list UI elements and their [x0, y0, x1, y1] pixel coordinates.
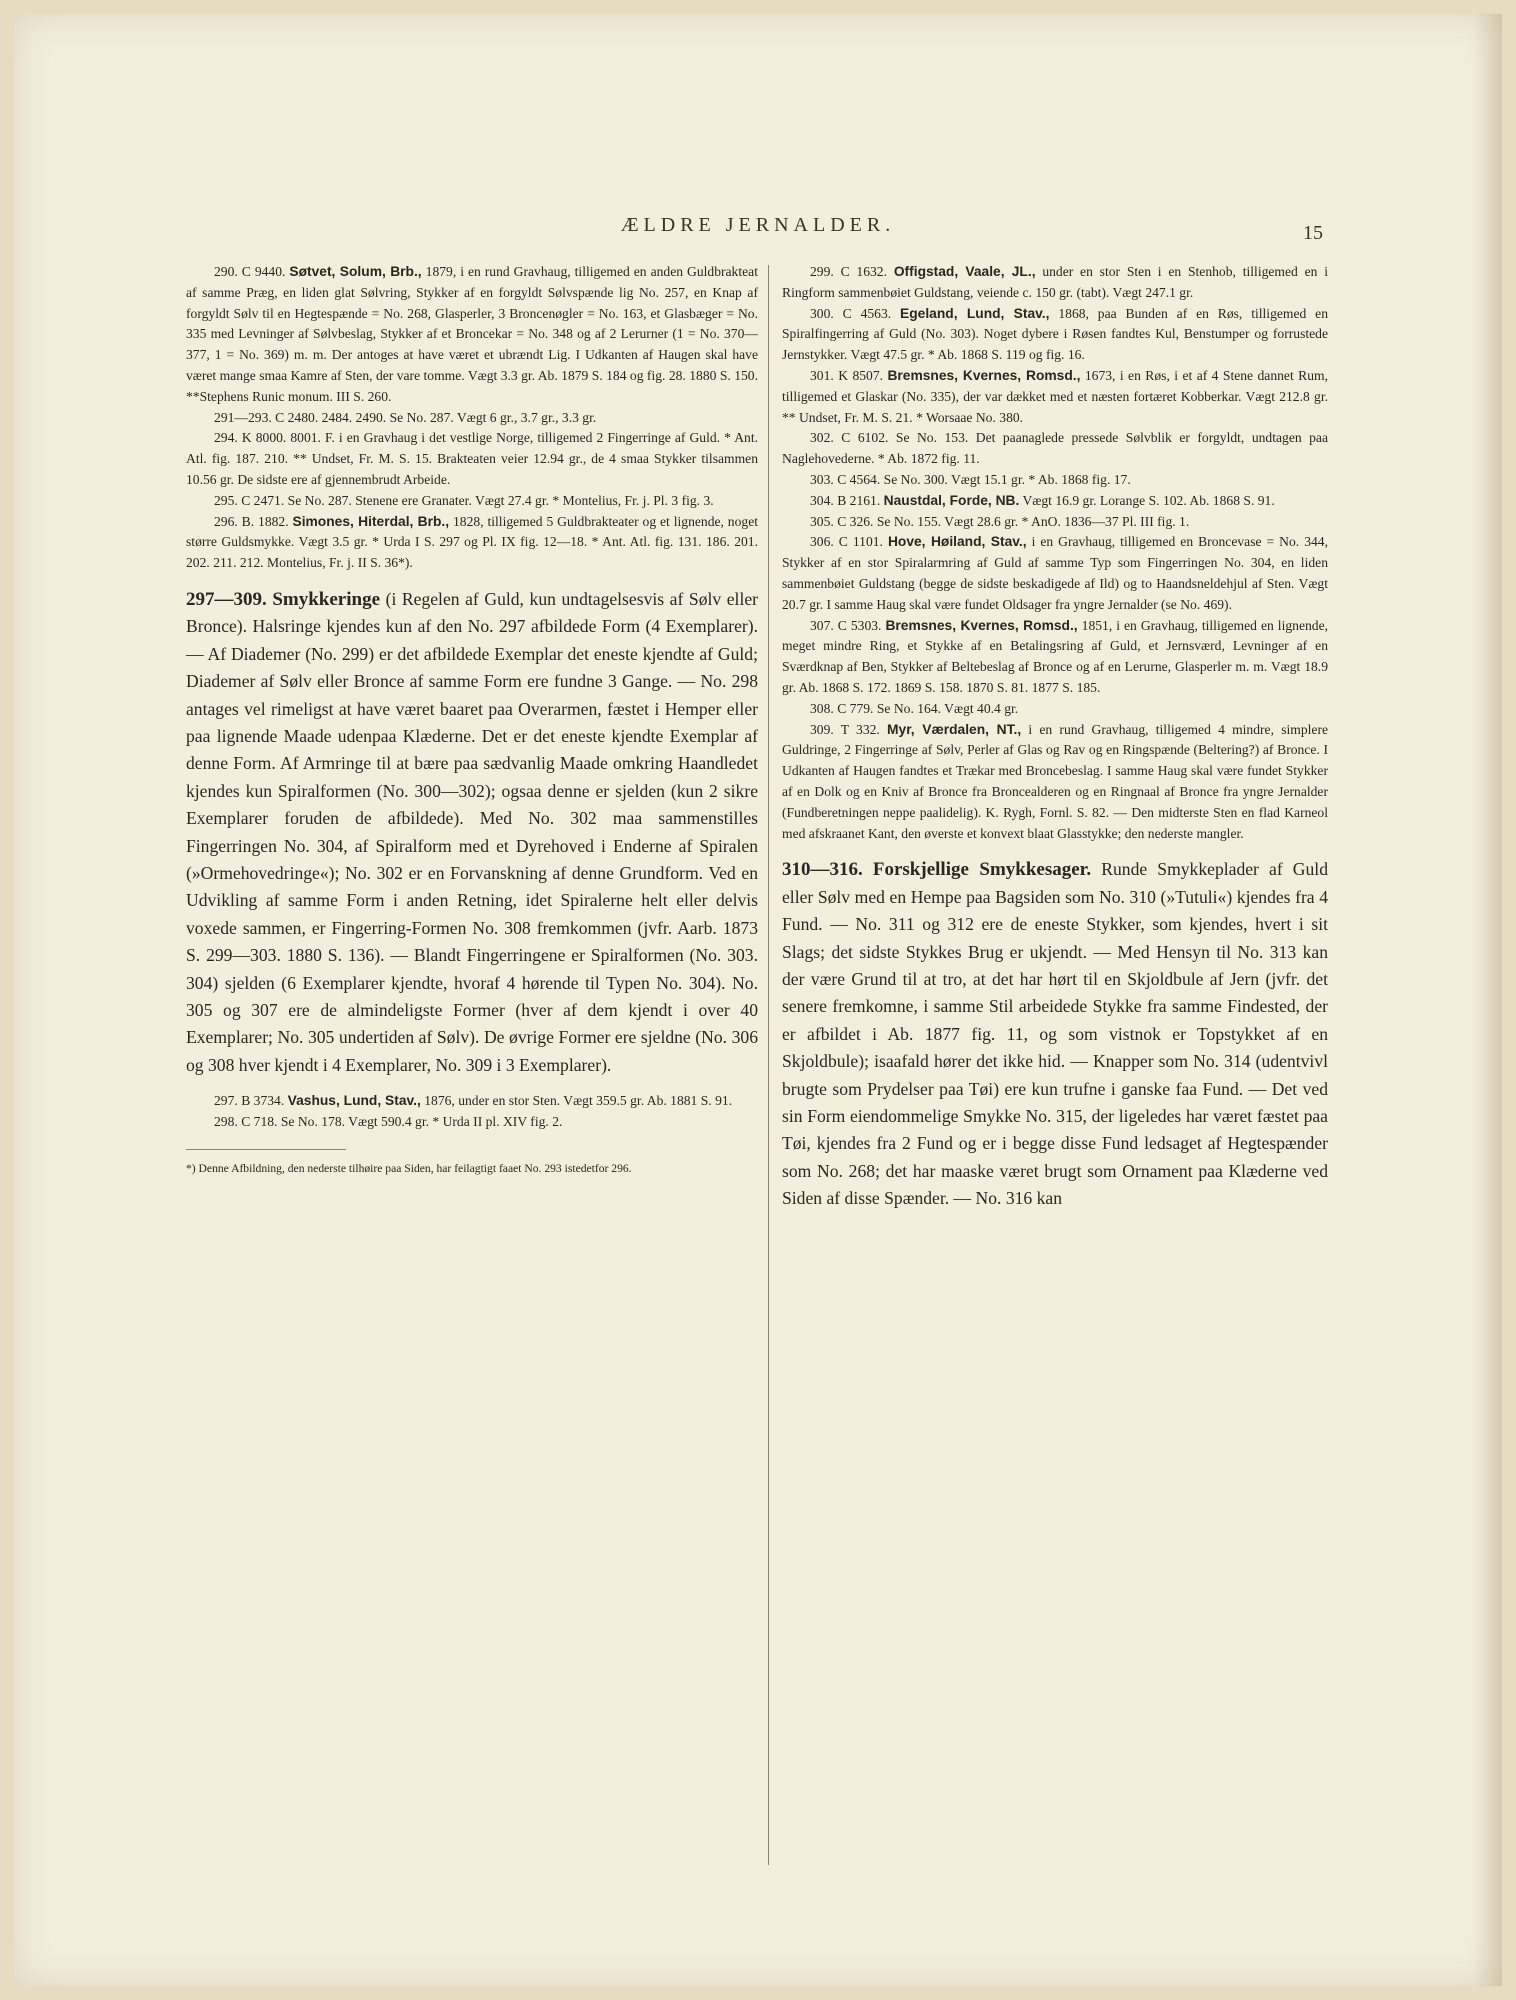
entry-text: 1851, i en Gravhaug, tilligemed en lignende, meget mindre Ring, et Stykke af en Betalingsring af Guld, et Jernsværd, Levninger af en Sværdknap af Ben, Stykker af Beltebeslag af Bronce og af en Lerurne, Glasperler m. m. Vægt 18.9 gr. Ab. 1868 S. 172. 1869 S. 158. 1870 S. 81. 1877 S. 185.: [782, 617, 1329, 695]
entry-text: under en stor Sten i en Stenhob, tilligemed en i Ringform sammenbøiet Guldstang, veiende c. 150 gr. (tabt). Vægt 247.1 gr.: [782, 264, 1329, 300]
find-place: Hove, Høiland, Stav.,: [887, 534, 1027, 550]
entry-text: 1876, under en stor Sten. Vægt 359.5 gr. Ab. 1881 S. 91.: [424, 1093, 733, 1109]
section-297-309: [186, 586, 758, 1079]
entry-294: 294. K 8000. 8001. F. i en Gravhaug i det vestlige Norge, tilligemed 2 Fingerringe af Guld. * Ant. Atl. fig. 187. 210. ** Undset, Fr. M. S. 15. Brakteaten veier 12.94 gr., de 4 smaa Stykker tilsammen 10.56 gr. De sidste ere af gjennembrudt Arbeide.: [186, 430, 758, 487]
entry-number: 301. K 8507.: [810, 367, 884, 383]
entry-text: Vægt 16.9 gr. Lorange S. 102. Ab. 1868 S. 91.: [1022, 492, 1275, 508]
entry-number: 297. B 3734.: [214, 1093, 285, 1109]
footnote-rule: [186, 1149, 346, 1150]
find-place: Myr, Værdalen, NT.,: [887, 721, 1022, 737]
entry-number: 296. B. 1882.: [214, 513, 289, 529]
entry-number: 307. C 5303.: [810, 617, 882, 633]
find-place: Vashus, Lund, Stav.,: [287, 1093, 421, 1109]
footnote: *) Denne Afbildning, den nederste tilhøire paa Siden, har feilagtigt faaet No. 293 istedetfor 296.: [186, 1161, 632, 1175]
entry-301: [782, 366, 1328, 428]
section-text: Runde Smykkeplader af Guld eller Sølv med en Hempe paa Bagsiden som No. 310 (»Tutuli«) kjendes fra 4 Fund. — No. 311 og 312 ere de eneste Stykker, som kjendes, hvert i sit Slags; det sidste Stykkes Brug er ukjendt. — Med Hensyn til No. 313 kan der være Grund til at tro, at det har hørt til en Skjoldbule af Jern (jvfr. det senere fremkomne, i samme Stil arbeidede Stykke fra samme Findested, der er afbildet i Ab. 1877 fig. 11, og som vistnok er Topstykket af en Skjoldbule); isaafald hører det ikke hid. — Knapper som No. 314 (udentvivl brugte som Prydelser paa Tøi) ere kun trufne i ganske faa Fund. — Det ved sin Form eiendommelige Smykke No. 315, der ligeledes har været fæstet paa Tøi, kjendes fra 2 Fund og er i begge disse Fund ledsaget af Hegtespænder som No. 268; det har maaske været brugt som Ornament paa Klæderne ved Siden af disse Spænder. — No. 316 kan: [782, 859, 1328, 1209]
entry-302: 302. C 6102. Se No. 153. Det paanaglede pressede Sølvblik er forgyldt, undtagen paa Naglehovederne. * Ab. 1872 fig. 11.: [782, 430, 1328, 467]
entry-number: 304. B 2161.: [810, 492, 881, 508]
entry-291: 291—293. C 2480. 2484. 2490. Se No. 287. Vægt 6 gr., 3.7 gr., 3.3 gr.: [214, 409, 597, 425]
find-place: Bremsnes, Kvernes, Romsd.,: [885, 617, 1078, 633]
entry-295: 295. C 2471. Se No. 287. Stenene ere Granater. Vægt 27.4 gr. * Montelius, Fr. j. Pl. 3 fig. 3.: [214, 492, 714, 508]
find-place: Egeland, Lund, Stav.,: [900, 305, 1050, 321]
entry-text: 1868, paa Bunden af en Røs, tilligemed en Spiralfingerring af Guld (No. 303). Noget dybere i Røsen fandtes Kul, Benstumper og forrustede Jernstykker. Vægt 47.5 gr. * Ab. 1868 S. 119 og fig. 16.: [782, 305, 1329, 363]
find-place: Naustdal, Forde, NB.: [883, 492, 1020, 508]
entry-number: 290. C 9440.: [214, 264, 286, 279]
entry-number: 309. T 332.: [810, 721, 880, 737]
entry-300: [782, 304, 1328, 366]
section-310-316: [782, 856, 1328, 1212]
section-range: 310—316.: [782, 859, 863, 881]
entry-text: 1673, i en Røs, i et af 4 Stene dannet Rum, tilligemed et Glaskar (No. 335), der var dækket med et næsten fortæret Kobberkar. Vægt 212.8 gr. ** Undset, Fr. M. S. 21. * Worsaae No. 380.: [782, 367, 1328, 425]
entry-305: 305. C 326. Se No. 155. Vægt 28.6 gr. * AnO. 1836—37 Pl. III fig. 1.: [810, 513, 1190, 529]
right-column: [782, 262, 1328, 1213]
entry-number: 306. C 1101.: [810, 534, 883, 550]
entry-307: [782, 616, 1328, 699]
running-header: ÆLDRE JERNALDER.: [620, 214, 896, 236]
entry-299: [782, 262, 1328, 304]
find-place: Bremsnes, Kvernes, Romsd.,: [887, 367, 1081, 383]
left-column: [186, 262, 758, 1177]
section-title: Forskjellige Smykkesager.: [872, 859, 1092, 881]
find-place: Offigstad, Vaale, JL.,: [893, 264, 1036, 279]
entry-296: [186, 512, 758, 574]
find-place: Søtvet, Solum, Brb.,: [289, 264, 422, 279]
entry-text: 1828, tilligemed 5 Guldbrakteater og et lignende, noget større Guldsmykke. Vægt 3.5 gr. * Urda I S. 297 og Pl. IX fig. 12—18. * Ant. Atl. fig. 131. 186. 201. 202. 211. 212. Montelius, Fr. j. II S. 36*).: [186, 513, 759, 571]
section-text: (i Regelen af Guld, kun undtagelsesvis af Sølv eller Bronce). Halsringe kjendes kun af den No. 297 afbildede Form (4 Exemplarer). — Af Diademer (No. 299) er det afbildede Exemplar det eneste kjendte af Guld; Diademer af Sølv eller Bronce af samme Form ere fundne 3 Gange. — No. 298 antages vel rimeligst at have været baaret paa Overarmen, fæstet i Hemper eller paa lignende Maade udenpaa Klæderne. Det er det eneste kjendte Exemplar af denne Form. Af Armringe til at bære paa sædvanlig Maade omkring Haandledet kjendes kun Spiralformen (No. 300—302); ogsaa denne er sjelden (kun 2 sikre Exemplarer foruden de afbildede). Med No. 302 maa sammenstilles Fingerringen No. 304, af Spiralform med et Dyrehoved i Enderne af Spiralen (»Ormehovedringe«); No. 302 er en Forvanskning af denne Grundform. Ved en Udvikling af samme Form i anden Retning, idet Spiralerne helt eller delvis voxede sammen, er Fingerring-Formen No. 308 fremkommen (jvfr. Aarb. 1873 S. 299—303. 1880 S. 136). — Blandt Fingerringene er Spiralformen (No. 303. 304) sjelden (6 Exemplarer kjendte, hvoraf 4 hørende til Typen No. 304). No. 305 og 307 ere de almindeligste Former (hver af dem kjendt i over 40 Exemplarer; No. 305 undertiden af Sølv). De øvrige Former ere sjeldne (No. 306 og 308 hver kjendt i 4 Exemplarer, No. 309 i 3 Exemplarer).: [186, 588, 758, 1075]
find-place: Simones, Hiterdal, Brb.,: [292, 513, 450, 529]
page-number: 15: [1303, 222, 1323, 244]
section-range: 297—309.: [186, 588, 267, 610]
entry-304: [782, 491, 1328, 512]
entry-309: [782, 720, 1328, 845]
entry-text: i en Gravhaug, tilligemed en Broncevase = No. 344, Stykker af en stor Spiralarmring af Guld af samme Typ som Fingerringen No. 304, en liden sammenbøiet Guldstang (begge de sidste beskadigede af Ild) og to Haandsneldehjul af Sten. Vægt 20.7 gr. I samme Haug skal være fundet Oldsager fra yngre Jernalder (se No. 469).: [782, 534, 1328, 612]
entry-text: 1879, i en rund Gravhaug, tilligemed en anden Guldbrakteat af samme Præg, en liden glat Sølvring, Stykker af en forgyldt Sølvspænde lig No. 257, en Knap af forgyldt Sølv til en Hegtespænde = No. 268, Glasperler, 3 Broncenøgler = No. 163, et Glasbæger = No. 335 med Levninger af Sølvbeslag, Stykker af et Broncekar = No. 348 og af 2 Lerurner (1 = No. 370—377, 1 = No. 369) m. m. Der antoges at have været et ubrændt Lig. I Udkanten af Haugen skal have været mange smaa Kamre af Sten, der vare tomme. Vægt 3.3 gr. Ab. 1879 S. 184 og fig. 28. 1880 S. 150. **Stephens Runic monum. III S. 260.: [186, 264, 758, 404]
entry-303: 303. C 4564. Se No. 300. Vægt 15.1 gr. * Ab. 1868 fig. 17.: [810, 471, 1131, 487]
entry-number: 300. C 4563.: [810, 305, 892, 321]
entry-297: [186, 1091, 758, 1112]
entry-306: [782, 532, 1328, 615]
entry-290: [186, 262, 758, 408]
entry-text: i en rund Gravhaug, tilligemed 4 mindre, simplere Guldringe, 2 Fingerringe af Sølv, Perler af Glas og Rav og en Ringspænde (Beltering?) af Bronce. I Udkanten af Haugen fandtes et Trækar med Broncebeslag. I samme Haug skal være fundet Stykker af en Dolk og en Kniv af Bronce fra Broncealderen og en Ringnaal af Bronce fra yngre Jernalder (Fundberetningen neppe paalidelig). K. Rygh, Fornl. S. 82. — Den midterste Sten en flad Karneol med afskraanet Kant, den øverste et konvext blaat Glasstykke; den nederste mangler.: [782, 721, 1329, 841]
page-spine-shadow: [1472, 14, 1502, 1986]
column-divider: [768, 265, 769, 1865]
entry-number: 299. C 1632.: [810, 264, 888, 279]
entry-298: 298. C 718. Se No. 178. Vægt 590.4 gr. * Urda II pl. XIV fig. 2.: [214, 1114, 563, 1130]
entry-308: 308. C 779. Se No. 164. Vægt 40.4 gr.: [810, 700, 1019, 716]
section-title: Smykkeringe: [272, 588, 381, 610]
